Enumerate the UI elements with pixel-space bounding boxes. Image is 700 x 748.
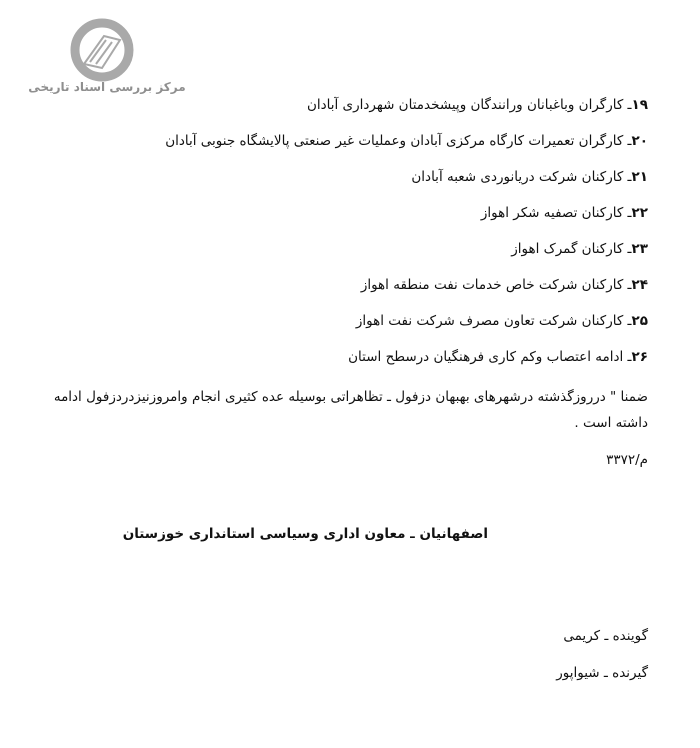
item-list <box>28 95 648 383</box>
item-text: کارکنان گمرک اهواز <box>511 241 624 257</box>
item-text: کارکنان شرکت تعاون مصرف شرکت نفت اهواز <box>355 313 624 329</box>
list-item: ۲۱ـ کارکنان شرکت دریانوردی شعبه آبادان <box>411 169 648 185</box>
item-number: ۲۰ <box>631 133 648 149</box>
item-text: کارکنان شرکت دریانوردی شعبه آبادان <box>411 169 624 185</box>
item-number: ۲۱ <box>631 169 648 185</box>
speaker-line: گوینده ـ کریمی <box>563 628 648 644</box>
list-item: ۱۹ـ کارگران وباغبانان ورانندگان وپیشخدمتان شهرداری آبادان <box>306 97 648 113</box>
list-item: ۲۲ـ کارکنان تصفیه شکر اهواز <box>480 205 648 221</box>
item-text: کارگران وباغبانان ورانندگان وپیشخدمتان شهرداری آبادان <box>306 97 624 113</box>
item-text: کارکنان شرکت خاص خدمات نفت منطقه اهواز <box>360 277 624 293</box>
archive-watermark-text: مرکز بررسی اسناد تاریخی <box>28 80 186 94</box>
signature-line: اصفهانیان ـ معاون اداری وسیاسی استانداری خوزستان <box>122 526 488 542</box>
item-number: ۲۵ <box>631 313 648 329</box>
archive-emblem-icon <box>70 18 134 82</box>
reference-number: م/۳۳۷۲ <box>606 452 648 468</box>
item-number: ۲۴ <box>631 277 648 293</box>
item-number: ۲۳ <box>631 241 648 257</box>
archive-logo <box>22 18 192 100</box>
item-text: ادامه اعتصاب وکم کاری فرهنگیان درسطح استان <box>348 349 624 365</box>
additional-note: ضمنا " درروزگذشته درشهرهای بهبهان دزفول ـ تظاهراتی بوسیله عده کثیری انجام وامروزنیزدردزفول ادامه داشته است . <box>53 389 648 431</box>
list-item: ۲۶ـ ادامه اعتصاب وکم کاری فرهنگیان درسطح استان <box>348 349 648 365</box>
item-number: ۲۶ <box>631 349 648 365</box>
list-item: ۲۰ـ کارگران تعمیرات کارگاه مرکزی آبادان وعملیات غیر صنعتی پالایشگاه جنوبی آبادان <box>165 133 648 149</box>
list-item: ۲۵ـ کارکنان شرکت تعاون مصرف شرکت نفت اهواز <box>355 313 648 329</box>
list-item: ۲۳ـ کارکنان گمرک اهواز <box>511 241 648 257</box>
item-number: ۲۲ <box>631 205 648 221</box>
item-text: کارکنان تصفیه شکر اهواز <box>480 205 624 221</box>
list-item: ۲۴ـ کارکنان شرکت خاص خدمات نفت منطقه اهواز <box>360 277 648 293</box>
receiver-line: گیرنده ـ شیواپور <box>556 665 648 681</box>
item-text: کارگران تعمیرات کارگاه مرکزی آبادان وعملیات غیر صنعتی پالایشگاه جنوبی آبادان <box>165 133 624 149</box>
item-number: ۱۹ <box>631 97 648 113</box>
